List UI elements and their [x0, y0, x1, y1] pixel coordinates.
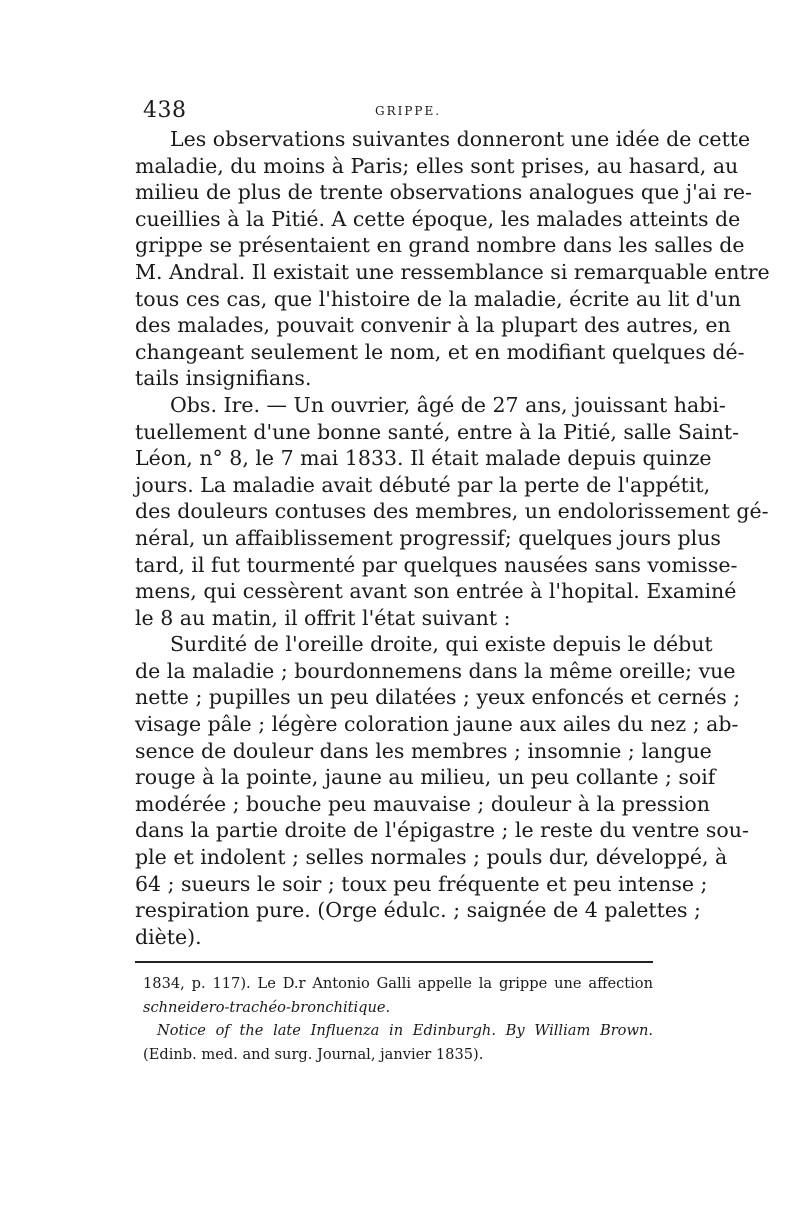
footnote-line: 1834, p. 117). Le D.r Antonio Galli appelle la grippe une affection — [143, 975, 653, 992]
text-line: M. Andral. Il existait une ressemblance si remarquable entre — [135, 259, 770, 284]
paragraph-symptoms — [135, 631, 749, 950]
text-line: Léon, n° 8, le 7 mai 1833. Il était malade depuis quinze — [135, 446, 712, 471]
text-line: tuellement d'une bonne santé, entre à la Pitié, salle Saint- — [135, 419, 740, 444]
text-line: grippe se présentaient en grand nombre dans les salles de — [135, 233, 745, 258]
text-line: tous ces cas, que l'histoire de la maladie, écrite au lit d'un — [135, 286, 741, 311]
text-line: dans la partie droite de l'épigastre ; le reste du ventre sou- — [135, 818, 749, 843]
text-line: tails insignifians. — [135, 366, 312, 391]
paragraph-observation-1 — [135, 392, 769, 631]
text-line: ple et indolent ; selles normales ; pouls dur, développé, à — [135, 845, 728, 870]
footnote-line: (Edinb. med. and surg. Journal, janvier 1835). — [143, 1045, 484, 1063]
text-line: néral, un affaiblissement progressif; quelques jours plus — [135, 525, 721, 550]
footnote-line: schneidero-trachéo-bronchitique. — [143, 998, 391, 1016]
running-head — [143, 98, 653, 128]
text-line: cueillies à la Pitié. A cette époque, les malades atteints de — [135, 206, 741, 231]
text-line: Les observations suivantes donneront une idée de cette — [170, 127, 751, 151]
text-line: des douleurs contuses des membres, un endolorissement gé- — [135, 499, 769, 524]
paragraph-introduction — [135, 126, 770, 392]
text-line: mens, qui cessèrent avant son entrée à l'hopital. Examiné — [135, 579, 737, 604]
running-title: GRIPPE. — [375, 104, 442, 118]
text-line: Obs. Ire. — Un ouvrier, âgé de 27 ans, jouissant habi- — [170, 392, 726, 417]
text-line: jours. La maladie avait débuté par la perte de l'appétit, — [135, 472, 711, 497]
footnote-divider — [135, 961, 653, 963]
text-line: diète). — [135, 924, 202, 949]
text-line: visage pâle ; légère coloration jaune aux ailes du nez ; ab- — [135, 712, 739, 737]
text-line: des malades, pouvait convenir à la plupart des autres, en — [135, 313, 731, 338]
text-line: rouge à la pointe, jaune au milieu, un peu collante ; soif — [135, 765, 716, 790]
text-line: maladie, du moins à Paris; elles sont prises, au hasard, au — [135, 153, 739, 178]
text-line: respiration pure. (Orge édulc. ; saignée de 4 palettes ; — [135, 898, 701, 923]
text-line: le 8 au matin, il offrit l'état suivant : — [135, 605, 511, 630]
text-line: de la maladie ; bourdonnemens dans la même oreille; vue — [135, 658, 736, 683]
text-line: nette ; pupilles un peu dilatées ; yeux enfoncés et cernés ; — [135, 685, 741, 710]
text-line: 64 ; sueurs le soir ; toux peu fréquente et peu intense ; — [135, 871, 708, 896]
footnote-line: Notice of the late Influenza in Edinburgh. By William Brown. — [157, 1022, 653, 1039]
body-text — [135, 126, 770, 950]
text-line: Surdité de l'oreille droite, qui existe depuis le début — [170, 632, 713, 657]
text-line: tard, il fut tourmenté par quelques nausées sans vomisse- — [135, 552, 738, 577]
page-number: 438 — [143, 98, 187, 123]
text-line: milieu de plus de trente observations analogues que j'ai re- — [135, 180, 752, 205]
text-line: modérée ; bouche peu mauvaise ; douleur à la pression — [135, 791, 710, 816]
text-line: sence de douleur dans les membres ; insomnie ; langue — [135, 738, 712, 763]
footnotes — [143, 972, 653, 1066]
text-line: changeant seulement le nom, et en modifiant quelques dé- — [135, 339, 745, 364]
